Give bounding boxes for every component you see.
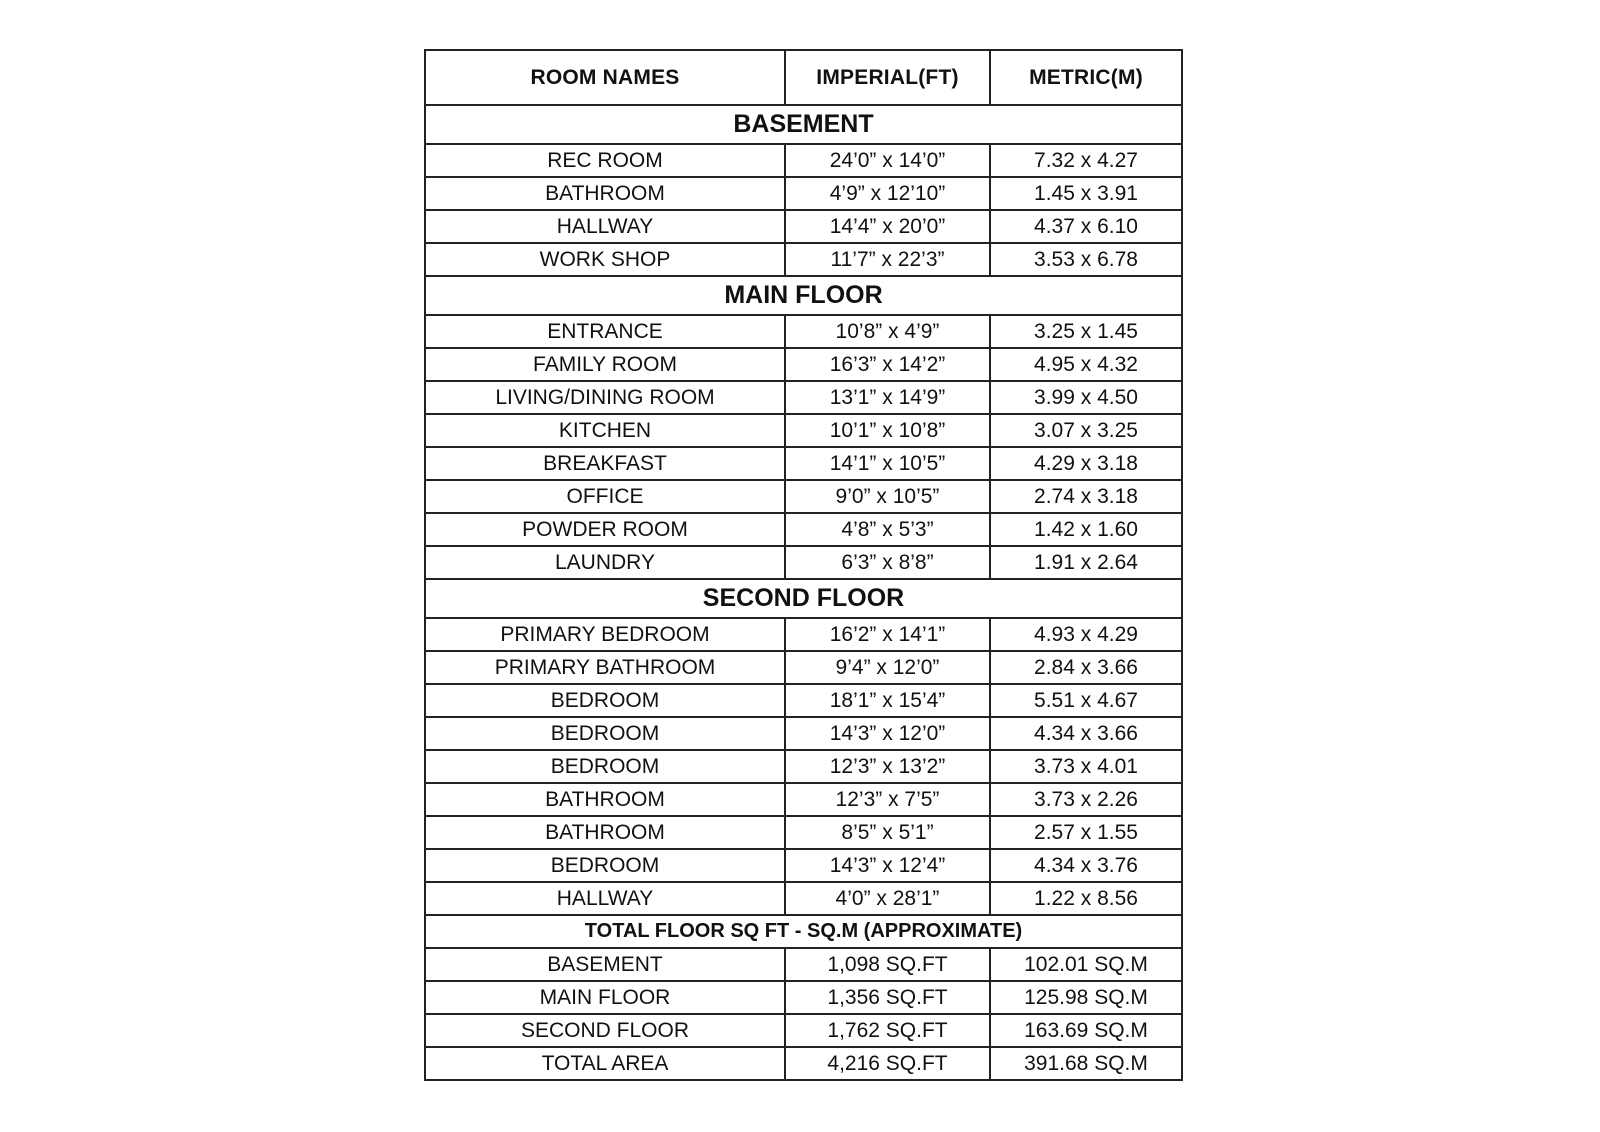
table-row — [425, 783, 1182, 816]
header-metric: METRIC(M) — [990, 50, 1182, 105]
table-row — [425, 618, 1182, 651]
imperial-cell: 9’0” x 10’5” — [785, 480, 990, 513]
section-title-totals: TOTAL FLOOR SQ FT - SQ.M (APPROXIMATE) — [425, 915, 1182, 948]
imperial-cell: 24’0” x 14’0” — [785, 144, 990, 177]
room-name-cell: BASEMENT — [425, 948, 785, 981]
table-row — [425, 546, 1182, 579]
imperial-cell: 14’3” x 12’0” — [785, 717, 990, 750]
table-row — [425, 315, 1182, 348]
table-row — [425, 882, 1182, 915]
header-imperial: IMPERIAL(FT) — [785, 50, 990, 105]
table-row — [425, 348, 1182, 381]
imperial-cell: 4’9” x 12’10” — [785, 177, 990, 210]
metric-cell: 125.98 SQ.M — [990, 981, 1182, 1014]
room-name-cell: PRIMARY BATHROOM — [425, 651, 785, 684]
imperial-cell: 10’8” x 4’9” — [785, 315, 990, 348]
imperial-cell: 16’2” x 14’1” — [785, 618, 990, 651]
metric-cell: 7.32 x 4.27 — [990, 144, 1182, 177]
table-row — [425, 414, 1182, 447]
metric-cell: 163.69 SQ.M — [990, 1014, 1182, 1047]
imperial-cell: 1,098 SQ.FT — [785, 948, 990, 981]
room-name-cell: TOTAL AREA — [425, 1047, 785, 1080]
section-header-totals — [425, 915, 1182, 948]
metric-cell: 4.95 x 4.32 — [990, 348, 1182, 381]
table-row — [425, 1014, 1182, 1047]
room-name-cell: BEDROOM — [425, 750, 785, 783]
metric-cell: 4.34 x 3.76 — [990, 849, 1182, 882]
metric-cell: 3.73 x 4.01 — [990, 750, 1182, 783]
imperial-cell: 12’3” x 13’2” — [785, 750, 990, 783]
room-name-cell: BREAKFAST — [425, 447, 785, 480]
section-title-basement: BASEMENT — [425, 105, 1182, 144]
metric-cell: 1.22 x 8.56 — [990, 882, 1182, 915]
imperial-cell: 12’3” x 7’5” — [785, 783, 990, 816]
table-row — [425, 948, 1182, 981]
room-name-cell: REC ROOM — [425, 144, 785, 177]
metric-cell: 2.74 x 3.18 — [990, 480, 1182, 513]
metric-cell: 3.73 x 2.26 — [990, 783, 1182, 816]
section-header-main-floor — [425, 276, 1182, 315]
room-name-cell: MAIN FLOOR — [425, 981, 785, 1014]
imperial-cell: 11’7” x 22’3” — [785, 243, 990, 276]
metric-cell: 102.01 SQ.M — [990, 948, 1182, 981]
imperial-cell: 9’4” x 12’0” — [785, 651, 990, 684]
room-name-cell: FAMILY ROOM — [425, 348, 785, 381]
table-row — [425, 816, 1182, 849]
imperial-cell: 14’1” x 10’5” — [785, 447, 990, 480]
header-room-names: ROOM NAMES — [425, 50, 785, 105]
room-name-cell: ENTRANCE — [425, 315, 785, 348]
section-header-basement — [425, 105, 1182, 144]
section-header-second-floor — [425, 579, 1182, 618]
imperial-cell: 1,762 SQ.FT — [785, 1014, 990, 1047]
metric-cell: 1.45 x 3.91 — [990, 177, 1182, 210]
table-row — [425, 1047, 1182, 1080]
table-row — [425, 981, 1182, 1014]
table-body — [425, 105, 1182, 1080]
table-row — [425, 480, 1182, 513]
metric-cell: 1.91 x 2.64 — [990, 546, 1182, 579]
metric-cell: 3.99 x 4.50 — [990, 381, 1182, 414]
metric-cell: 3.07 x 3.25 — [990, 414, 1182, 447]
imperial-cell: 8’5” x 5’1” — [785, 816, 990, 849]
table-row — [425, 750, 1182, 783]
metric-cell: 4.37 x 6.10 — [990, 210, 1182, 243]
room-name-cell: BEDROOM — [425, 717, 785, 750]
section-title-main-floor: MAIN FLOOR — [425, 276, 1182, 315]
room-name-cell: POWDER ROOM — [425, 513, 785, 546]
room-name-cell: LIVING/DINING ROOM — [425, 381, 785, 414]
table-row — [425, 849, 1182, 882]
table-header-row — [425, 50, 1182, 105]
imperial-cell: 6’3” x 8’8” — [785, 546, 990, 579]
room-name-cell: HALLWAY — [425, 882, 785, 915]
imperial-cell: 18’1” x 15’4” — [785, 684, 990, 717]
imperial-cell: 1,356 SQ.FT — [785, 981, 990, 1014]
table-row — [425, 651, 1182, 684]
imperial-cell: 16’3” x 14’2” — [785, 348, 990, 381]
imperial-cell: 4’0” x 28’1” — [785, 882, 990, 915]
table-row — [425, 717, 1182, 750]
imperial-cell: 4’8” x 5’3” — [785, 513, 990, 546]
table-row — [425, 684, 1182, 717]
imperial-cell: 10’1” x 10’8” — [785, 414, 990, 447]
table-row — [425, 447, 1182, 480]
imperial-cell: 14’4” x 20’0” — [785, 210, 990, 243]
metric-cell: 4.34 x 3.66 — [990, 717, 1182, 750]
room-name-cell: KITCHEN — [425, 414, 785, 447]
metric-cell: 4.93 x 4.29 — [990, 618, 1182, 651]
room-name-cell: OFFICE — [425, 480, 785, 513]
room-name-cell: BEDROOM — [425, 849, 785, 882]
section-title-second-floor: SECOND FLOOR — [425, 579, 1182, 618]
table-row — [425, 144, 1182, 177]
metric-cell: 3.53 x 6.78 — [990, 243, 1182, 276]
room-name-cell: SECOND FLOOR — [425, 1014, 785, 1047]
table-row — [425, 210, 1182, 243]
room-name-cell: HALLWAY — [425, 210, 785, 243]
room-name-cell: BATHROOM — [425, 783, 785, 816]
room-name-cell: LAUNDRY — [425, 546, 785, 579]
metric-cell: 391.68 SQ.M — [990, 1047, 1182, 1080]
metric-cell: 5.51 x 4.67 — [990, 684, 1182, 717]
table-row — [425, 381, 1182, 414]
imperial-cell: 13’1” x 14’9” — [785, 381, 990, 414]
room-name-cell: BATHROOM — [425, 177, 785, 210]
imperial-cell: 4,216 SQ.FT — [785, 1047, 990, 1080]
room-name-cell: BEDROOM — [425, 684, 785, 717]
room-name-cell: BATHROOM — [425, 816, 785, 849]
metric-cell: 1.42 x 1.60 — [990, 513, 1182, 546]
table-row — [425, 177, 1182, 210]
room-name-cell: WORK SHOP — [425, 243, 785, 276]
metric-cell: 3.25 x 1.45 — [990, 315, 1182, 348]
table-row — [425, 243, 1182, 276]
table-row — [425, 513, 1182, 546]
metric-cell: 2.84 x 3.66 — [990, 651, 1182, 684]
room-name-cell: PRIMARY BEDROOM — [425, 618, 785, 651]
metric-cell: 2.57 x 1.55 — [990, 816, 1182, 849]
imperial-cell: 14’3” x 12’4” — [785, 849, 990, 882]
metric-cell: 4.29 x 3.18 — [990, 447, 1182, 480]
room-dimensions-table — [424, 49, 1183, 1081]
